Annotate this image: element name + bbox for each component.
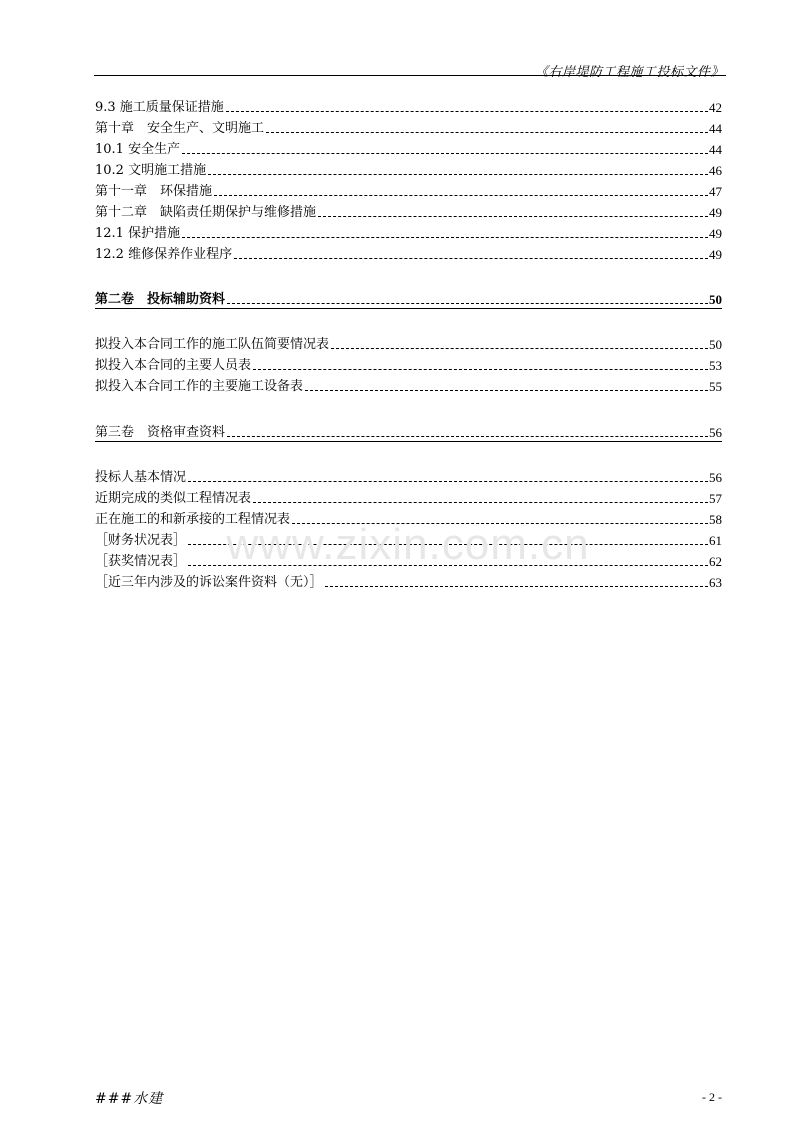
toc-leader — [227, 436, 708, 437]
toc-entry-page: 44 — [709, 121, 722, 136]
toc-entry-title: 第二卷 投标辅助资料 — [95, 292, 226, 307]
toc-entry-page: 56 — [709, 470, 722, 485]
toc-leader — [188, 544, 708, 545]
toc-leader — [226, 111, 708, 112]
page-header-title: 《右岸堤防工程施工投标文件》 — [534, 65, 724, 80]
toc-entry-title: 正在施工的和新承接的工程情况表 — [95, 512, 291, 527]
toc-entry-page: 55 — [709, 379, 722, 394]
page-number: - 2 - — [702, 1090, 722, 1104]
toc-leader — [253, 369, 708, 370]
toc-entry-title: 拟投入本合同工作的主要施工设备表 — [95, 379, 304, 394]
toc-entry-12-1[interactable] — [95, 222, 722, 242]
toc-entry-10-1[interactable] — [95, 138, 722, 158]
toc-entry-page: 63 — [709, 575, 722, 590]
toc-leader — [214, 195, 708, 196]
toc-entry-10-2[interactable] — [95, 159, 722, 179]
toc-entry-title: ［获奖情况表］ — [95, 554, 187, 569]
toc-leader — [292, 523, 708, 524]
toc-entry-ongoing-projects[interactable] — [95, 508, 722, 528]
toc-entry-title: 9.3 施工质量保证措施 — [95, 100, 224, 115]
toc-entry-page: 61 — [709, 533, 722, 548]
toc-entry-page: 49 — [709, 205, 722, 220]
toc-leader — [234, 258, 708, 259]
toc-leader — [188, 565, 708, 566]
toc-entry-title: 10.2 文明施工措施 — [95, 163, 207, 178]
toc-entry-financial[interactable] — [95, 529, 722, 549]
toc-entry-page: 53 — [709, 358, 722, 373]
toc-leader — [188, 481, 708, 482]
toc-entry-page: 50 — [709, 337, 722, 352]
toc-entry-9-3[interactable] — [95, 96, 722, 116]
toc-entry-title: 12.1 保护措施 — [95, 226, 181, 241]
toc-entry-title: ［财务状况表］ — [95, 533, 187, 548]
toc-entry-page: 58 — [709, 512, 722, 527]
toc-entry-page: 62 — [709, 554, 722, 569]
toc-leader — [253, 502, 708, 503]
toc-entry-page: 47 — [709, 184, 722, 199]
toc-leader — [227, 303, 708, 304]
toc-entry-title: 第十章 安全生产、文明施工 — [95, 121, 265, 136]
toc-leader — [208, 174, 708, 175]
toc-entry-page: 56 — [709, 425, 722, 440]
header-rule — [94, 75, 726, 76]
toc-entry-title: 第十二章 缺陷责任期保护与维修措施 — [95, 205, 317, 220]
watermark: www.zixin.com.cn — [226, 520, 590, 569]
toc-entry-key-personnel[interactable] — [95, 354, 722, 374]
toc-entry-title: 拟投入本合同的主要人员表 — [95, 358, 252, 373]
toc-leader — [305, 390, 708, 391]
toc-entry-volume-3[interactable] — [95, 421, 722, 442]
toc-entry-page: 42 — [709, 100, 722, 115]
toc-entry-title: 12.2 维修保养作业程序 — [95, 247, 233, 262]
toc-leader — [325, 586, 708, 587]
toc-entry-awards[interactable] — [95, 550, 722, 570]
toc-entry-page: 50 — [709, 292, 722, 307]
toc-entry-title: 拟投入本合同工作的施工队伍简要情况表 — [95, 337, 330, 352]
toc-entry-similar-projects[interactable] — [95, 487, 722, 507]
toc-entry-team-summary[interactable] — [95, 333, 722, 353]
toc-entry-title: 投标人基本情况 — [95, 470, 187, 485]
toc-entry-volume-2[interactable] — [95, 288, 722, 309]
toc-entry-page: 46 — [709, 163, 722, 178]
toc-entry-page: 57 — [709, 491, 722, 506]
toc-leader — [318, 216, 708, 217]
toc-entry-title: 第十一章 环保措施 — [95, 184, 213, 199]
toc-leader — [331, 348, 708, 349]
toc-entry-equipment[interactable] — [95, 375, 722, 395]
toc-entry-page: 44 — [709, 142, 722, 157]
toc-entry-chapter-10[interactable] — [95, 117, 722, 137]
toc-leader — [266, 132, 708, 133]
toc-entry-chapter-12[interactable] — [95, 201, 722, 221]
toc-entry-title: 10.1 安全生产 — [95, 142, 181, 157]
footer-company: ###水建 — [95, 1091, 164, 1107]
toc-entry-title: ［近三年内涉及的诉讼案件资料（无）］ — [95, 575, 323, 590]
toc-entry-page: 49 — [709, 226, 722, 241]
toc-entry-title: 近期完成的类似工程情况表 — [95, 491, 252, 506]
toc-leader — [182, 153, 708, 154]
toc-leader — [182, 237, 708, 238]
toc-entry-title: 第三卷 资格审查资料 — [95, 425, 226, 440]
toc-entry-litigation[interactable] — [95, 571, 722, 591]
toc-entry-bidder-info[interactable] — [95, 466, 722, 486]
toc-entry-page: 49 — [709, 247, 722, 262]
toc-entry-chapter-11[interactable] — [95, 180, 722, 200]
toc-entry-12-2[interactable] — [95, 243, 722, 263]
